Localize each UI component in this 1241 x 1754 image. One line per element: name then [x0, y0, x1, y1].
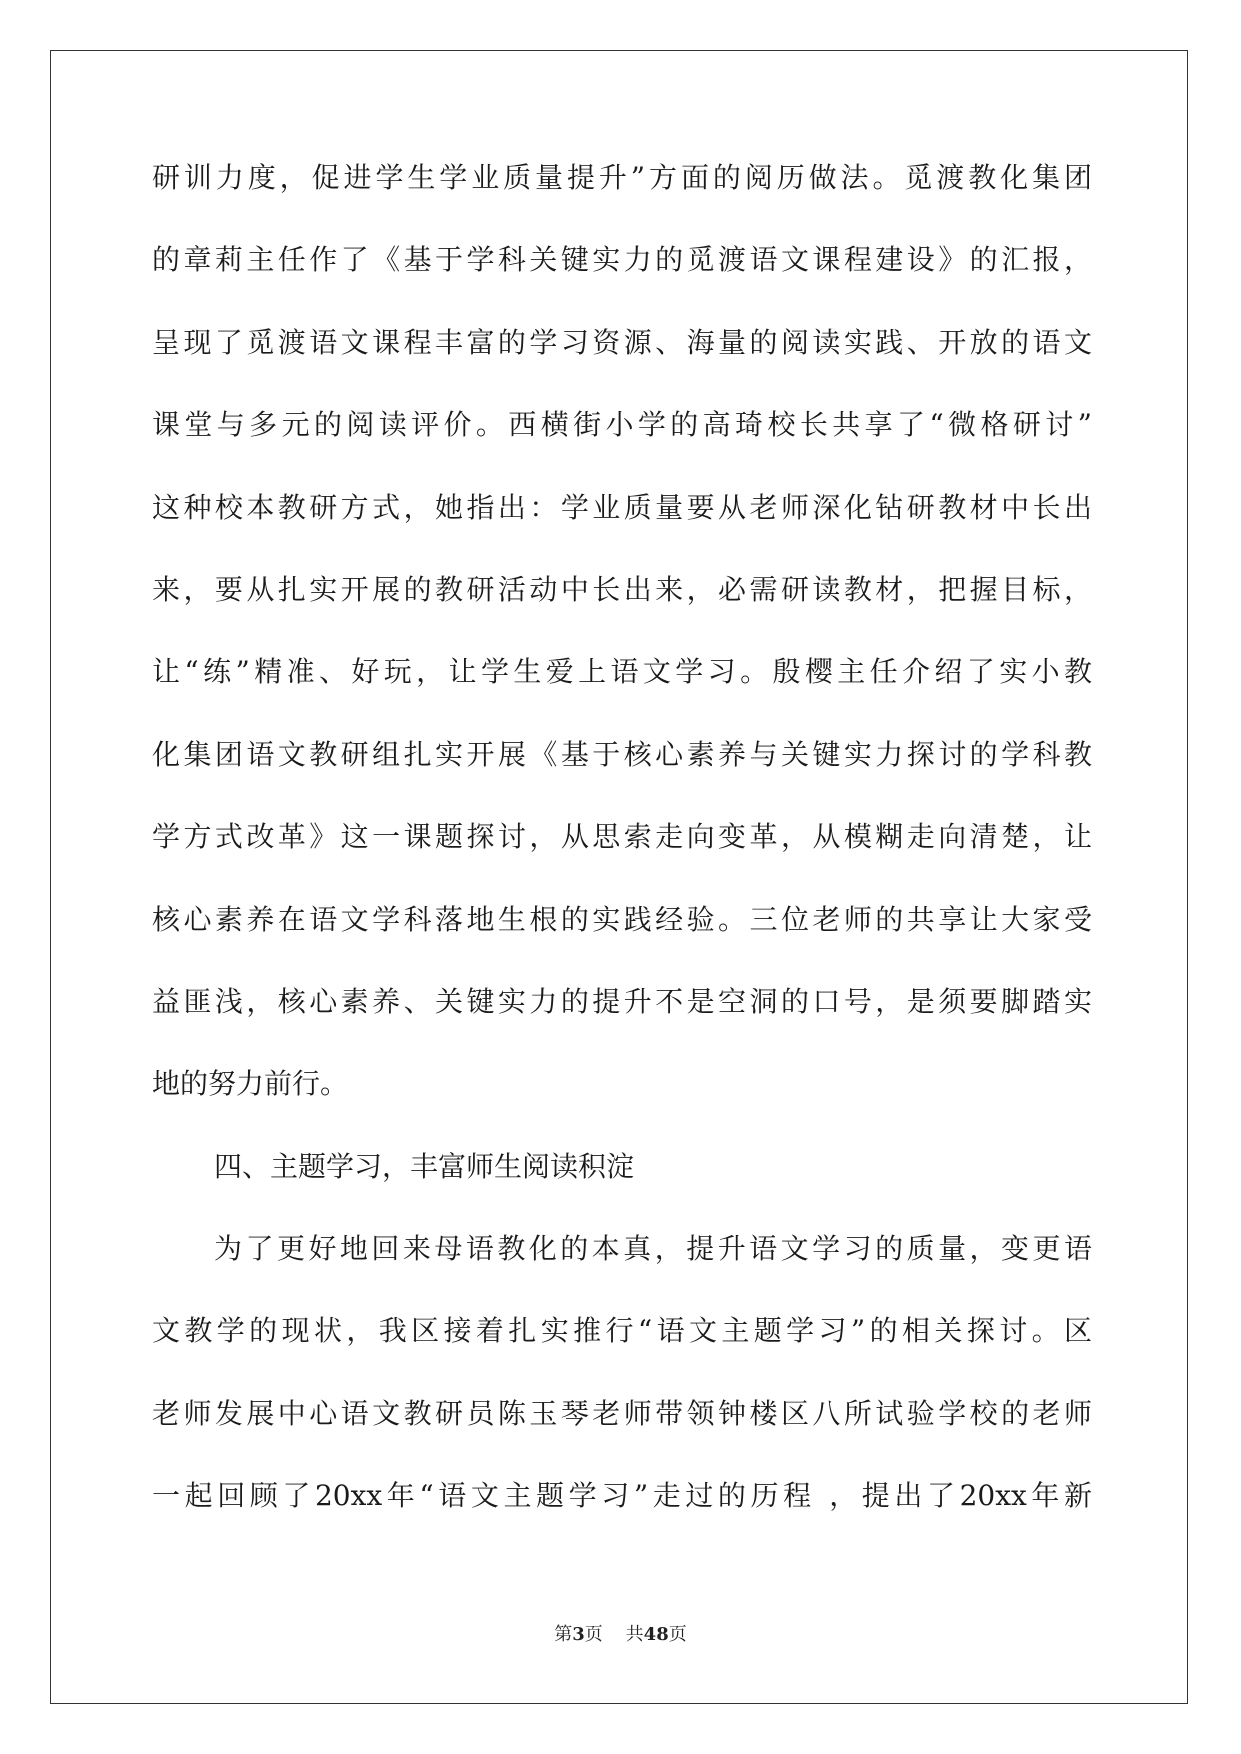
text-line: 一起回顾了20xx年“语文主题学习”走过的历程 ，提出了20xx年新 — [152, 1479, 1092, 1513]
page-number: 3 — [572, 1624, 585, 1645]
text-line: 的章莉主任作了《基于学科关键实力的觅渡语文课程建设》的汇报， — [152, 243, 1092, 277]
text-line: 让“练”精准、好玩，让学生爱上语文学习。殷樱主任介绍了实小教 — [152, 655, 1092, 689]
text-line: 研训力度，促进学生学业质量提升”方面的阅历做法。觅渡教化集团 — [152, 161, 1092, 194]
body-text — [152, 158, 1092, 1559]
text-line: 课堂与多元的阅读评价。西横街小学的高琦校长共享了“微格研讨” — [152, 408, 1092, 442]
total-unit: 页 — [668, 1624, 687, 1645]
section-heading: 四、主题学习，丰富师生阅读积淀 — [214, 1149, 635, 1183]
total-pages: 48 — [643, 1624, 669, 1645]
total-prefix: 共 — [625, 1624, 644, 1645]
text-line: 文教学的现状，我区接着扎实推行“语文主题学习”的相关探讨。区 — [152, 1314, 1092, 1348]
text-line: 呈现了觅渡语文课程丰富的学习资源、海量的阅读实践、开放的语文 — [152, 325, 1092, 359]
text-line: 学方式改革》这一课题探讨，从思索走向变革，从模糊走向清楚，让 — [152, 820, 1092, 854]
text-line: 地的努力前行。 — [152, 1067, 349, 1101]
page-unit: 页 — [584, 1624, 603, 1645]
page-prefix: 第 — [554, 1624, 573, 1645]
page-footer — [0, 1620, 1241, 1646]
text-line: 核心素养在语文学科落地生根的实践经验。三位老师的共享让大家受 — [152, 902, 1092, 936]
text-line: 为了更好地回来母语教化的本真，提升语文学习的质量，变更语 — [214, 1232, 1092, 1266]
text-line: 化集团语文教研组扎实开展《基于核心素养与关键实力探讨的学科教 — [152, 737, 1092, 771]
text-line: 益匪浅，核心素养、关键实力的提升不是空洞的口号，是须要脚踏实 — [152, 984, 1092, 1018]
text-line: 这种校本教研方式，她指出：学业质量要从老师深化钻研教材中长出 — [152, 490, 1092, 524]
text-line: 老师发展中心语文教研员陈玉琴老师带领钟楼区八所试验学校的老师 — [152, 1396, 1092, 1430]
text-line: 来，要从扎实开展的教研活动中长出来，必需研读教材，把握目标， — [152, 572, 1092, 606]
